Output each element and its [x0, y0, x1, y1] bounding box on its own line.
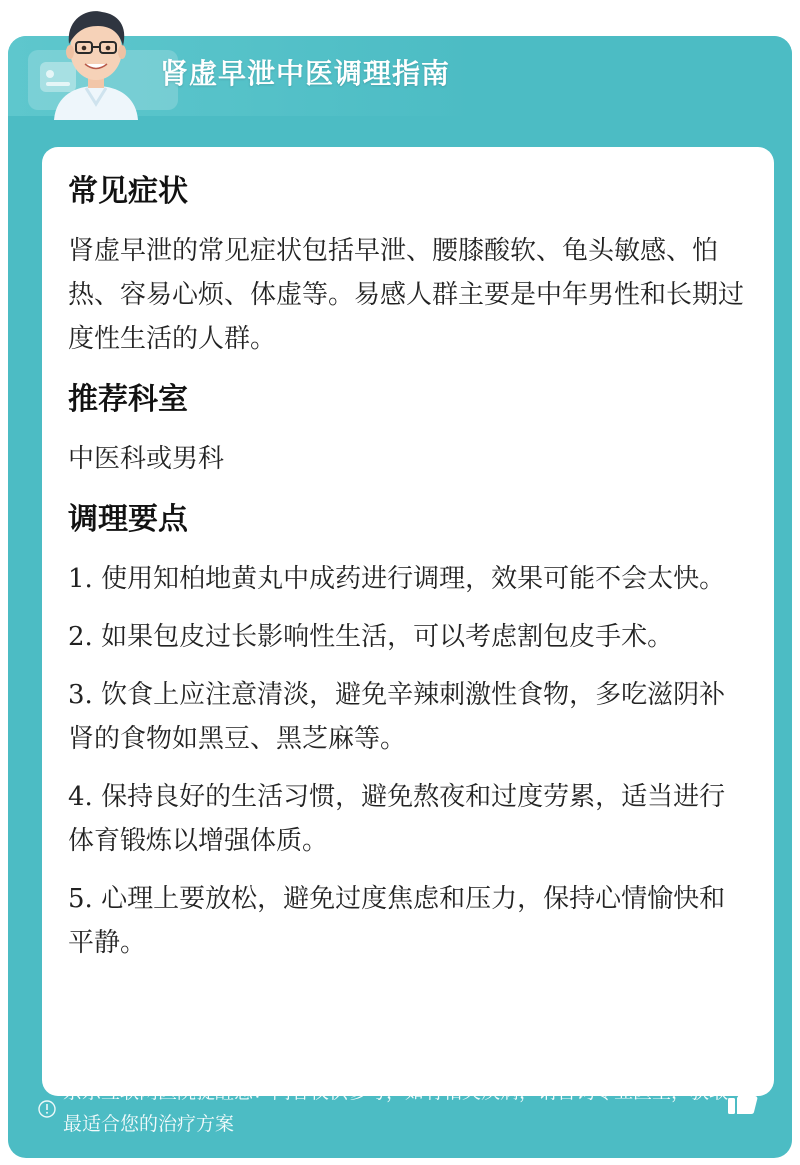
tip-item [68, 615, 748, 659]
content-card [42, 147, 774, 1096]
tip-number: 5. [68, 884, 93, 914]
guide-panel [8, 36, 792, 1158]
tip-item [68, 557, 748, 601]
tip-item [68, 673, 748, 761]
tip-number: 4. [68, 782, 93, 812]
symptoms-text: 肾虚早泄的常见症状包括早泄、腰膝酸软、龟头敏感、怕热、容易心烦、体虚等。易感人群主要是中年男性和长期过度性生活的人群。 [68, 236, 745, 354]
info-icon [38, 1100, 56, 1118]
disclaimer-text: 京东互联网医院提醒您：内容仅供参考，如有相关疾病，请咨询专业医生，获取最适合您的治疗方案 [63, 1081, 729, 1135]
tip-text: 如果包皮过长影响性生活，可以考虑割包皮手术。 [101, 622, 674, 652]
doctor-avatar [36, 0, 156, 120]
page-title: 肾虚早泄中医调理指南 [160, 57, 451, 90]
tip-text: 使用知柏地黄丸中成药进行调理，效果可能不会太快。 [101, 564, 726, 594]
tip-item [68, 775, 748, 863]
tip-number: 3. [68, 680, 93, 710]
symptoms-heading: 常见症状 [68, 174, 188, 209]
thumbs-up-icon[interactable] [726, 1084, 760, 1118]
footer [8, 1068, 792, 1158]
tip-number: 1. [68, 564, 93, 594]
tip-text: 心理上要放松，避免过度焦虑和压力，保持心情愉快和平静。 [68, 884, 726, 958]
department-text: 中医科或男科 [68, 444, 225, 474]
department-heading: 推荐科室 [68, 382, 188, 417]
tip-text: 饮食上应注意清淡，避免辛辣刺激性食物，多吃滋阴补肾的食物如黑豆、黑芝麻等。 [68, 680, 726, 754]
tips-heading: 调理要点 [68, 502, 188, 537]
tip-number: 2. [68, 622, 93, 652]
tip-text: 保持良好的生活习惯，避免熬夜和过度劳累，适当进行体育锻炼以增强体质。 [68, 782, 726, 856]
tip-item [68, 877, 748, 965]
